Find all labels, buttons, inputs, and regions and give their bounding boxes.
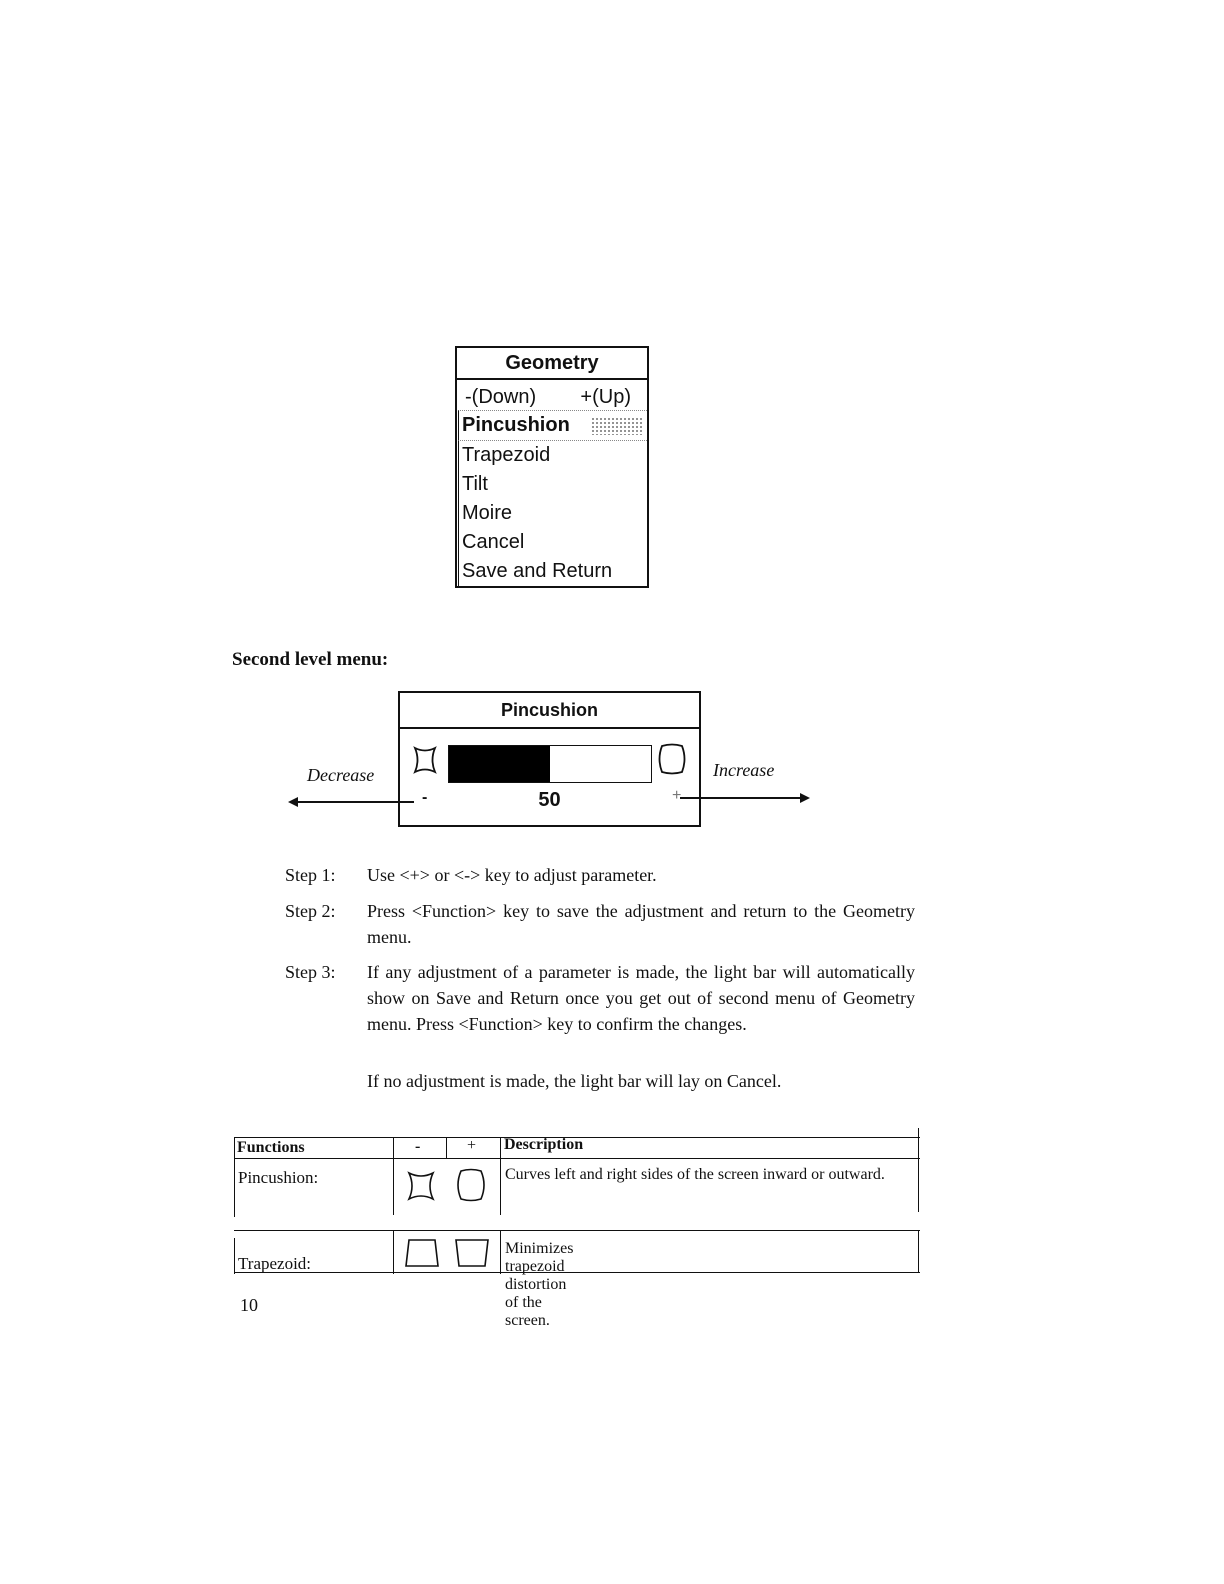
pincushion-outward-icon	[454, 1168, 488, 1207]
description-trapezoid: Minimizes trapezoid distortion of the screen.	[505, 1240, 574, 1329]
page-number: 10	[240, 1295, 258, 1315]
table-rule	[234, 1230, 920, 1231]
header-plus: +	[467, 1137, 477, 1154]
slider-fill	[449, 746, 550, 782]
geometry-menu-directions	[457, 380, 647, 410]
geometry-menu-title: Geometry	[457, 348, 647, 380]
table-rule	[234, 1238, 235, 1274]
pincushion-outward-icon	[656, 743, 688, 780]
menu-item-cancel[interactable]: Cancel	[458, 528, 647, 557]
description-pincushion: Curves left and right sides of the screen inward or outward.	[505, 1166, 885, 1183]
geometry-menu	[455, 346, 649, 588]
function-pincushion: Pincushion:	[238, 1168, 319, 1187]
step-text: If any adjustment of a parameter is made, the light bar will automatically show on Save and Return once you get out of second menu of Geometry menu. Press <Function> key to confirm the changes.	[367, 962, 915, 1034]
table-rule	[500, 1230, 501, 1274]
adjust-slider[interactable]	[448, 745, 652, 783]
table-rule	[500, 1137, 501, 1215]
table-rule	[393, 1230, 394, 1274]
decrease-arrow-icon	[296, 801, 414, 803]
step-label: Step 3:	[285, 962, 336, 982]
second-level-heading: Second level menu:	[232, 649, 389, 670]
adjust-slider-row	[400, 743, 699, 783]
table-rule	[446, 1137, 447, 1158]
down-label: -(Down)	[465, 386, 537, 408]
menu-item-pincushion[interactable]: Pincushion	[458, 410, 647, 441]
function-trapezoid: Trapezoid:	[238, 1254, 312, 1273]
menu-item-save-and-return[interactable]: Save and Return	[458, 557, 647, 586]
step-label: Step 1:	[285, 865, 336, 885]
cancel-note: If no adjustment is made, the light bar will lay on Cancel.	[367, 1071, 782, 1091]
decrease-label: Decrease	[307, 765, 375, 785]
adjust-panel-title: Pincushion	[400, 693, 699, 729]
pincushion-inward-icon	[412, 745, 438, 780]
step-text: Press <Function> key to save the adjustment and return to the Geometry menu.	[367, 901, 915, 947]
header-description: Description	[504, 1136, 584, 1153]
pincushion-inward-icon	[406, 1170, 436, 1207]
menu-item-moire[interactable]: Moire	[458, 499, 647, 528]
pincushion-adjust-panel	[398, 691, 701, 827]
trapezoid-wide-bottom-icon	[454, 1237, 490, 1274]
table-rule	[918, 1128, 919, 1212]
table-rule	[918, 1230, 919, 1272]
adjust-value: 50	[538, 789, 561, 811]
table-rule	[234, 1272, 920, 1273]
step-label: Step 2:	[285, 901, 336, 921]
menu-item-trapezoid[interactable]: Trapezoid	[458, 441, 647, 470]
increase-label: Increase	[713, 760, 775, 780]
increase-sign: +	[672, 787, 682, 804]
header-functions: Functions	[237, 1139, 305, 1156]
table-rule	[234, 1158, 920, 1159]
up-label: +(Up)	[580, 386, 631, 408]
step-text: Use <+> or <-> key to adjust parameter.	[367, 865, 657, 885]
trapezoid-wide-top-icon	[404, 1237, 440, 1274]
table-rule	[393, 1137, 394, 1215]
menu-item-tilt[interactable]: Tilt	[458, 470, 647, 499]
decrease-sign: -	[422, 789, 428, 806]
header-minus: -	[415, 1138, 421, 1155]
table-rule	[234, 1137, 235, 1217]
increase-arrow-icon	[680, 797, 802, 799]
